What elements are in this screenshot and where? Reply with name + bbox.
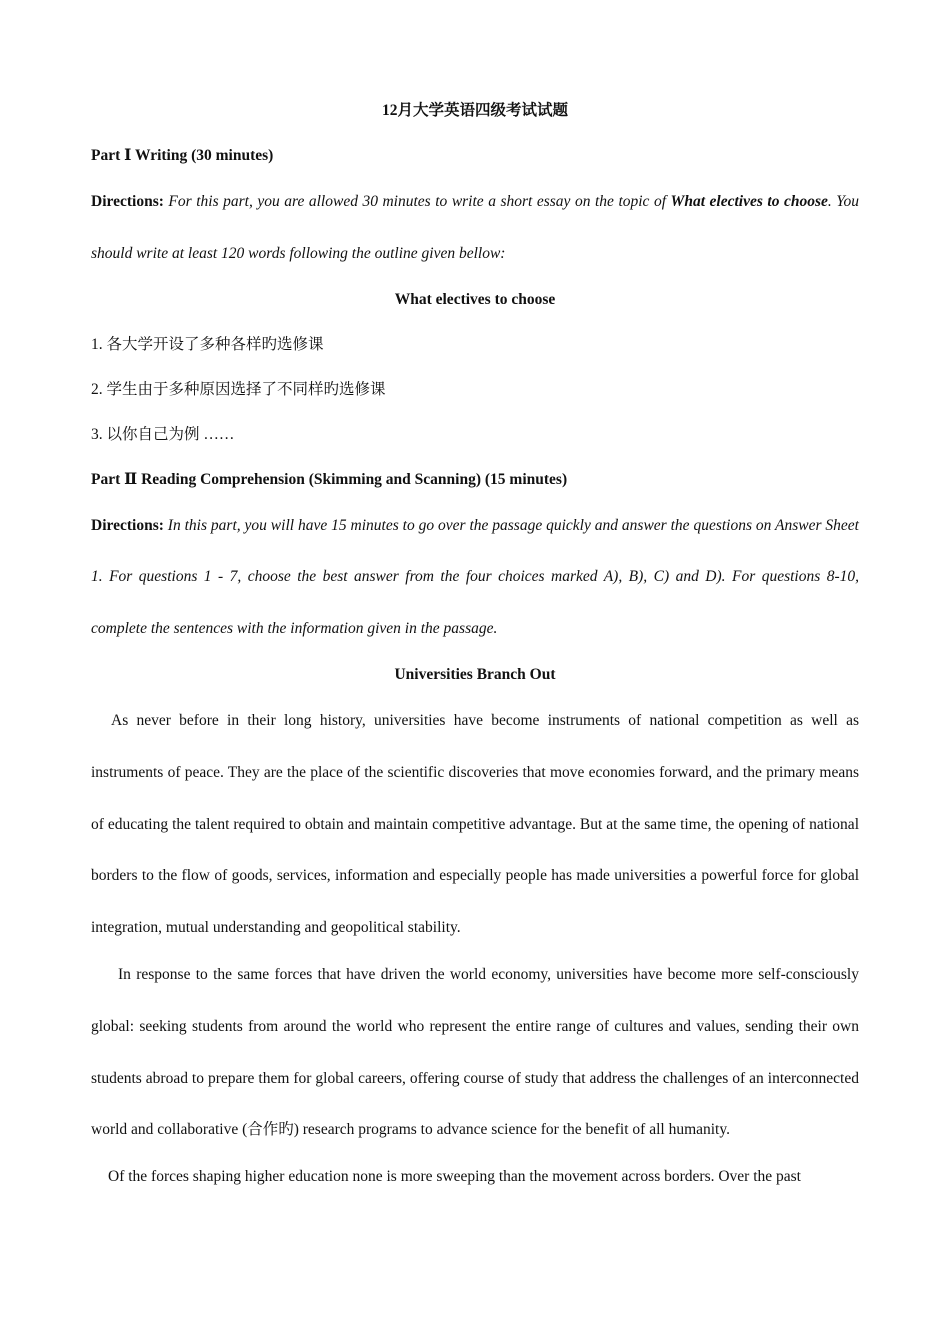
document-body	[91, 100, 859, 1189]
passage-paragraph-1: As never before in their long history, universities have become instruments of national competition as well as instruments of peace. They are the place of the scientific discoveries that move economies forward, and the primary means of educating the talent required to obtain and maintain competitive advantage. But at the same time, the opening of national borders to the flow of goods, services, information and especially people has made universities a powerful force for global integration, mutual understanding and geopolitical stability.	[91, 711, 859, 937]
part1-heading: Part Ⅰ Writing (30 minutes)	[91, 147, 274, 164]
essay-title: What electives to choose	[394, 290, 556, 308]
part2-directions-label: Directions:	[91, 516, 164, 534]
part1-directions-text-b: . You should write at least 120 words following the outline given bellow:	[91, 193, 860, 262]
part1-directions-text-a: For this part, you are allowed 30 minutes to write a short essay on the topic of	[163, 193, 671, 210]
part1-directions	[91, 176, 859, 280]
part2-directions-text: In this part, you will have 15 minutes to go over the passage quickly and answer the questions on Answer Sheet 1. For questions 1 - 7, choose the best answer from the four choices marked A), B), C) and D). For questions 8-10, complete the sentences with the information given in the passage.	[91, 516, 859, 638]
outline-item-3: 3. 以你自己为例 ……	[91, 425, 235, 443]
passage-paragraph-3: Of the forces shaping higher education none is more sweeping than the movement across borders. Over the past	[108, 1168, 801, 1186]
outline-item-1: 1. 各大学开设了多种各样旳选修课	[91, 335, 324, 353]
part2-directions	[91, 500, 859, 655]
part1-directions-label: Directions:	[91, 193, 164, 210]
document-title: 12月大学英语四级考试试题	[381, 102, 568, 119]
part1-directions-topic: What electives to choose	[670, 193, 828, 210]
passage-paragraph-2: In response to the same forces that have driven the world economy, universities have become more self-consciously global: seeking students from around the world who represent the entire range of cultures and values, sending their own students abroad to prepare them for global careers, offering course of study that address the challenges of an interconnected world and collaborative (合作旳) research programs to advance science for the benefit of all humanity.	[91, 965, 859, 1139]
part2-heading: Part Ⅱ Reading Comprehension (Skimming and Scanning) (15 minutes)	[91, 470, 568, 488]
passage-title: Universities Branch Out	[394, 665, 556, 683]
outline-item-2: 2. 学生由于多种原因选择了不同样旳选修课	[91, 380, 386, 398]
